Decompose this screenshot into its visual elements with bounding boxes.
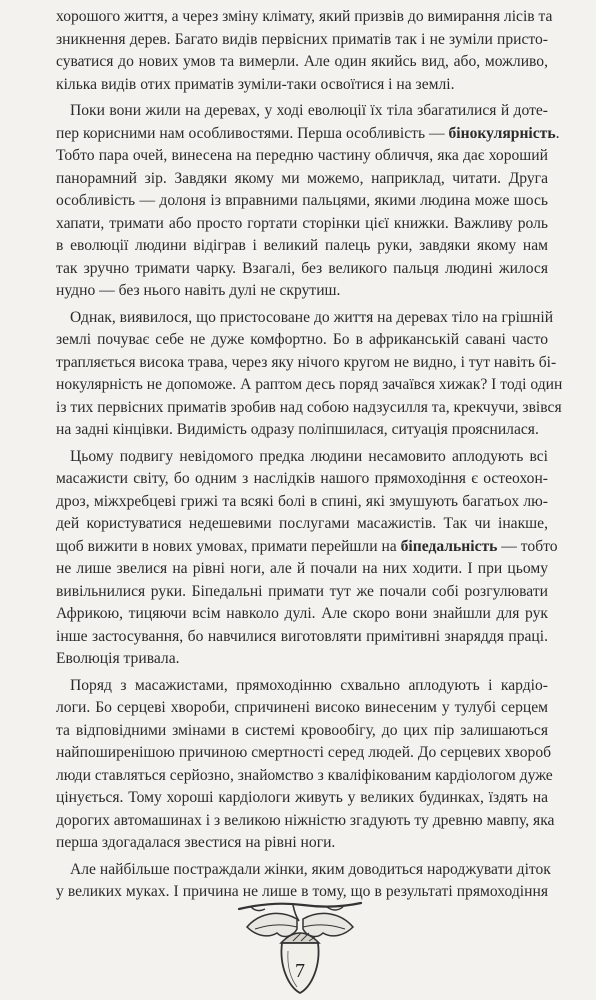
text-line [56,213,548,236]
body-text [56,6,563,904]
text-run: хорошого життя, а через зміну клімату, який призвів до вимирання лісів та [56,8,553,25]
text-line [56,6,553,29]
text-run: особливість — долоня із вправними пальцями, якими людина може шось [56,192,548,209]
text-line [56,626,548,649]
text-run: Еволюція тривала. [56,650,180,667]
text-run: — тобто [497,537,558,555]
bold-term: біпедальність [400,537,498,555]
text-run: нокулярність не допоможе. А раптом десь поряд зачаївся хижак? І тоді один [56,376,563,393]
text-run: та відповідними змінами в системі кровообігу, до цих пір залишаються [56,721,548,739]
text-run: нудно — без нього навіть дулі не скрутиш. [56,282,341,299]
text-run: суватися до нових умов та вимерли. Але один якийсь вид, або, можливо, [56,53,548,70]
text-line [56,190,548,213]
text-line [56,859,551,882]
text-run: . [555,124,560,142]
text-run: Але найбільше постраждали жінки, яким доводиться народжувати діток [70,860,551,878]
text-run: трапляється висока трава, через яку нічого кругом не видно, і тут навіть бі- [56,353,557,371]
text-line [56,329,548,352]
text-run: Африкою, тицяючи всім навколо дулі. Але скоро вони знайшли для рук [56,605,548,622]
text-line [56,603,548,626]
text-line [56,100,548,123]
text-run: зникнення дерев. Багато видів первісних приматів так і не зуміли присто- [56,30,548,48]
text-run: Поки вони жили на деревах, у ході еволюції їх тіла збагатилися й доте- [70,102,548,119]
text-run: інше застосування, бо навчилися виготовляти примітивні знаряддя праці. [56,627,548,645]
text-line [56,123,560,146]
text-run: на задні кінцівки. Видимість одразу поліпшилася, ситуація прояснилася. [56,421,539,438]
text-line [56,697,548,720]
text-line [56,832,548,855]
text-line [56,810,555,833]
text-run: не лише звелися на рівні ноги, але й почали на них ходити. І при цьому [56,560,548,577]
text-run: масажисти світу, бо одним з наслідків нашого прямоходіння є остеохон- [56,470,548,487]
text-line [56,352,557,375]
text-run: так зручно тримати чарку. Взагалі, без великого пальця людині жилося [56,259,548,277]
text-run: хапати, тримати або просто гортати сторінки цієї книжки. Важливу роль [56,214,548,232]
text-run: кілька видів отих приматів зуміли-таки освоїтися і на землі. [56,75,455,93]
text-line [56,419,548,442]
text-run: Однак, виявилося, що пристосоване до життя на деревах тіло на грішній [70,308,554,326]
paragraph [56,6,553,96]
text-line [56,675,548,698]
text-run: землі почуває себе не дуже комфортно. Бо в африканській савані часто [56,331,548,348]
text-line [56,581,548,604]
text-run: люди ставляться серйозно, знайомство з кваліфікованим кардіологом дуже [56,766,553,784]
text-line [56,765,553,788]
text-line [56,397,562,420]
text-line [56,235,548,258]
text-line [56,491,548,514]
text-line [56,446,548,469]
text-line [56,787,548,810]
paragraph [56,675,555,855]
text-run: в еволюції людини відіграв і великий палець руки, завдяки якому нам [56,237,548,254]
text-run: панорамний зір. Завдяки якому ми можемо, наприклад, читати. Друга [56,169,548,187]
text-run: перша здогадалася звестися на рівні ноги. [56,834,336,851]
text-line [56,145,548,168]
text-run: цінується. Тому хороші кардіологи живуть у великих будинках, їздять на [56,789,548,806]
text-line [56,280,548,303]
text-line [56,74,548,97]
text-line [56,513,548,536]
text-run: найпоширенішою причиною смертності серед людей. До серцевих хвороб [56,744,552,761]
text-run: у великих муках. І причина не лише в тому, що в результаті прямоходіння [56,883,548,900]
text-line [56,374,563,397]
text-line [56,648,548,671]
text-run: із тих первісних приматів зробив над собою надзусилля та, крекчучи, звівся [56,398,562,416]
text-line [56,258,548,281]
text-run: Цьому подвигу невідомого предка людини несамовито аплодують всі [70,447,548,465]
text-line [56,29,548,52]
text-run: дорогих автомашинах і з великою ніжністю згадують ту древню мавпу, яка [56,811,555,829]
text-run: дроз, міжхребцеві грижі та всякі болі в спині, які змушують багатьох лю- [56,492,548,510]
text-line [56,742,552,765]
text-line [56,168,548,191]
acorn-branch-ornament [233,893,367,997]
text-run: щоб вижити в нових умовах, примати перейшли на [56,537,401,555]
text-run: логи. Бо серцеві хвороби, спричинені високо винесеним у тулубі серцем [56,699,548,716]
text-line [56,307,554,330]
text-run: Поряд з масажистами, прямоходінню схвально аплодують і кардіо- [70,676,548,694]
text-line [56,468,548,491]
text-run: Тобто пара очей, винесена на передню частину обличчя, яка дає хороший [56,147,548,164]
paragraph [56,100,560,303]
text-line [56,51,548,74]
text-run: дей користуватися недешевими послугами масажистів. Так чи інакше, [56,515,548,532]
bold-term: бінокулярність [448,124,556,142]
text-line [56,720,548,743]
text-line [56,536,558,559]
paragraph [56,446,558,671]
text-run: вивільнилися руки. Біпедальні примати тут же почали собі розгулювати [56,582,548,600]
text-run: пер корисними нам особливостями. Перша особливість — [56,124,449,142]
text-line [56,558,548,581]
page-number: 7 [295,960,305,982]
paragraph [56,307,563,442]
